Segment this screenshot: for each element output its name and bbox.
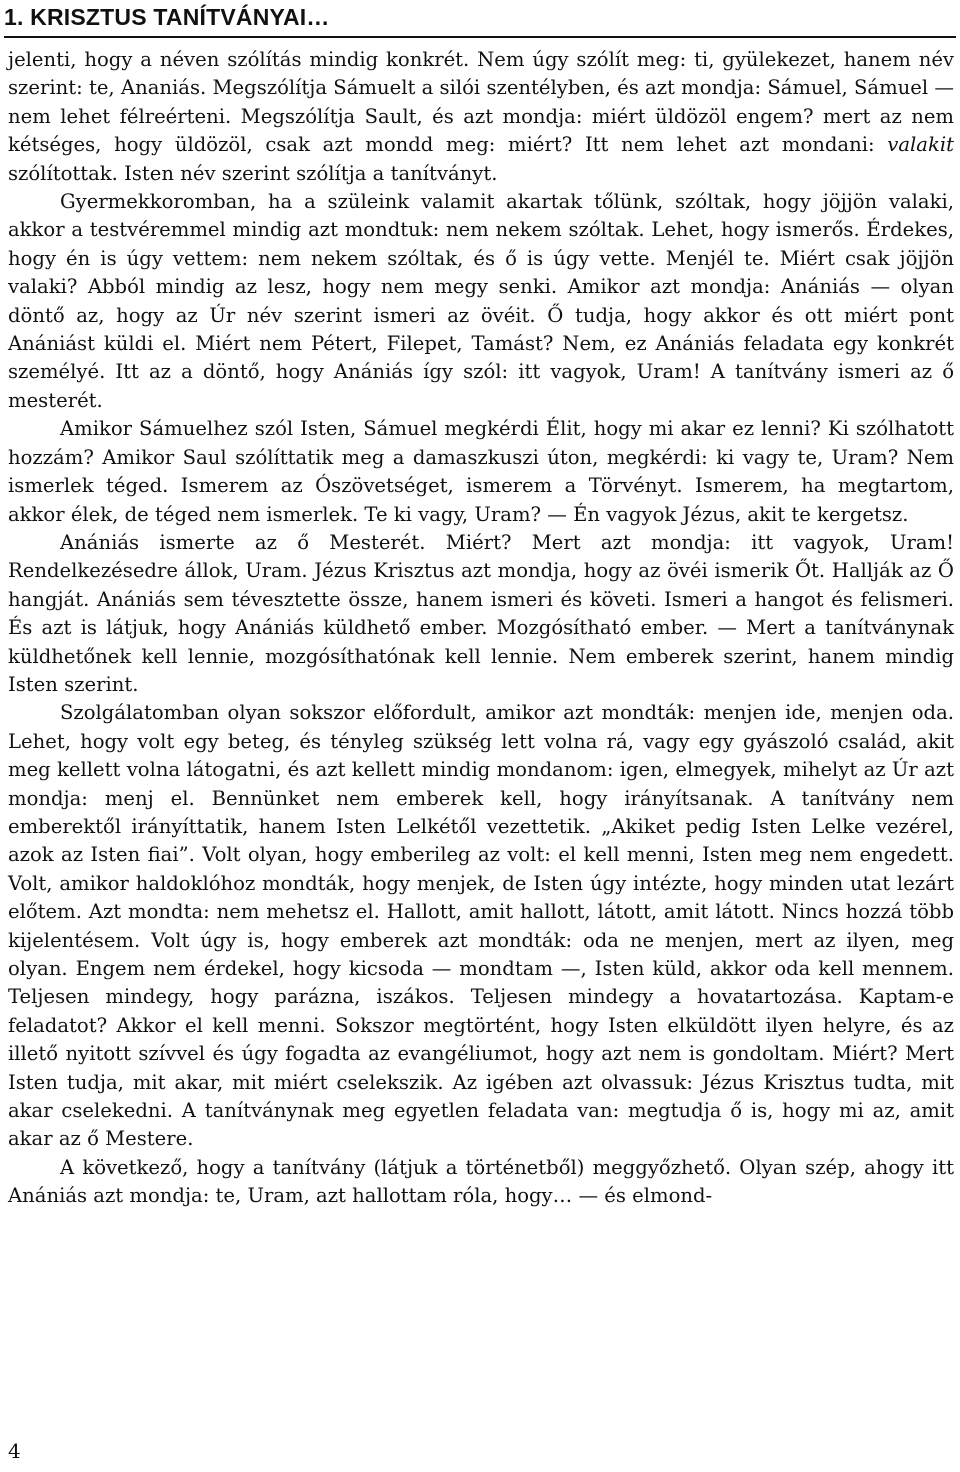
paragraph <box>8 46 954 188</box>
paragraph <box>8 1154 954 1211</box>
text-run: szólítottak. Isten név szerint szólítja a tanítványt. <box>8 161 498 185</box>
page-number: 4 <box>8 1439 21 1463</box>
italic-text: valakit <box>887 133 954 157</box>
text-run: Gyermekkoromban, ha a szüleink valamit akartak tőlünk, szóltak, hogy jöjjön valaki, akkor a testvéremmel mindig azt mondtuk: nem nekem szóltak. Lehet, hogy ismerős. Érdekes, hogy én is úgy vettem: nem nekem szóltak, és ő is úgy vette. Menjél te. Miért csak jöjjön valaki? Abból mindig az lesz, hogy nem megy senki. Amikor azt mondja: Anániás — olyan döntő az, hogy az Úr név szerint ismeri az övéit. Ő tudja, hogy akkor és ott miért pont Anániást küldi el. Miért nem Pétert, Filepet, Tamást? Nem, ez Anániás feladata egy konkrét személyé. Itt az a döntő, hogy Anániás így szól: itt vagyok, Uram! A tanítvány ismeri az ő mesterét. <box>8 190 954 412</box>
text-run: Szolgálatomban olyan sokszor előfordult, amikor azt mondták: menjen ide, menjen oda. Lehet, hogy volt egy beteg, és tényleg szükség lett volna rá, vagy egy gyászoló család, akit meg kellett volna látogatni, és azt kellett mindig mondanom: igen, elmegyek, mihelyt az Úr azt mondja: menj el. Bennünket nem emberek kell, hogy irányítsanak. A tanítvány nem emberektől irányíttatik, hanem Isten Lelkétől vezettetik. „Akiket pedig Isten Lelke vezérel, azok az Isten fiai”. Volt olyan, hogy emberileg az volt: el kell menni, Isten meg nem engedett. Volt, amikor haldoklóhoz mondták, hogy menjek, de Isten úgy intézte, hogy minden utat lezárt előtem. Azt mondta: nem mehetsz el. Hallott, amit hallott, látott, amit látott. Nincs hozzá több kijelentésem. Volt úgy is, hogy emberek azt mondták: oda ne menjen, mert az ilyen, meg olyan. Engem nem érdekel, hogy kicsoda — mondtam —, Isten küld, akkor oda kell mennem. Teljesen mindegy, hogy parázna, iszákos. Teljesen mindegy a hovatartozása. Kaptam-e feladatot? Akkor el kell menni. Sokszor megtörtént, hogy Isten elküldött ilyen helyre, és az illető nyitott szívvel és úgy fogadta az evangéliumot, hogy azt nem is gondoltam. Miért? Mert Isten tudja, mit akar, mit miért cselekszik. Az igében azt olvassuk: Jézus Krisztus tudta, mit akar cselekedni. A tanítványnak meg egyetlen feladata van: megtudja ő is, hogy mi az, amit akar az ő Mestere. <box>8 701 954 1151</box>
text-run: jelenti, hogy a néven szólítás mindig konkrét. Nem úgy szólít meg: ti, gyülekezet, hanem név szerint: te, Ananiás. Megszólítja Sámuelt a silói szentélyben, és azt mondja: Sámuel, Sámuel — nem lehet félreérteni. Megszólítja Sault, és azt mondja: miért üldözöl engem? mert az nem kétséges, hogy üldözöl, csak azt mondd meg: miért? Itt nem lehet azt mondani: <box>8 48 954 157</box>
paragraph <box>8 415 954 529</box>
running-head: 1. KRISZTUS TANÍTVÁNYAI… <box>4 2 956 38</box>
body-text <box>8 46 954 1211</box>
paragraph <box>8 529 954 699</box>
text-run: Anániás ismerte az ő Mesterét. Miért? Mert azt mondja: itt vagyok, Uram! Rendelkezésedre állok, Uram. Jézus Krisztus azt mondja, hogy az övéi ismerik Őt. Hallják az Ő hangját. Anániás sem tévesztette össze, hanem ismeri és követi. Ismeri a hangot és felismeri. És azt is látjuk, hogy Anániás küldhető ember. Mozgósítható ember. — Mert a tanítványnak küldhetőnek kell lennie, mozgósíthatónak kell lennie. Nem emberek szerint, hanem mindig Isten szerint. <box>8 530 954 696</box>
paragraph <box>8 699 954 1154</box>
text-run: A következő, hogy a tanítvány (látjuk a történetből) meggyőzhető. Olyan szép, ahogy itt Anániás azt mondja: te, Uram, azt hallottam róla, hogy… — és elmond- <box>8 1155 954 1208</box>
text-run: Amikor Sámuelhez szól Isten, Sámuel megkérdi Élit, hogy mi akar ez lenni? Ki szólhatott hozzám? Amikor Saul szólíttatik meg a damaszkuszi úton, megkérdi: ki vagy te, Uram? Nem ismerlek téged. Ismerem az Ószövetséget, ismerem a Törvényt. Ismerem, ha megtartom, akkor élek, de téged nem ismerlek. Te ki vagy, Uram? — Én vagyok Jézus, akit te kergetsz. <box>8 417 954 526</box>
paragraph <box>8 188 954 415</box>
